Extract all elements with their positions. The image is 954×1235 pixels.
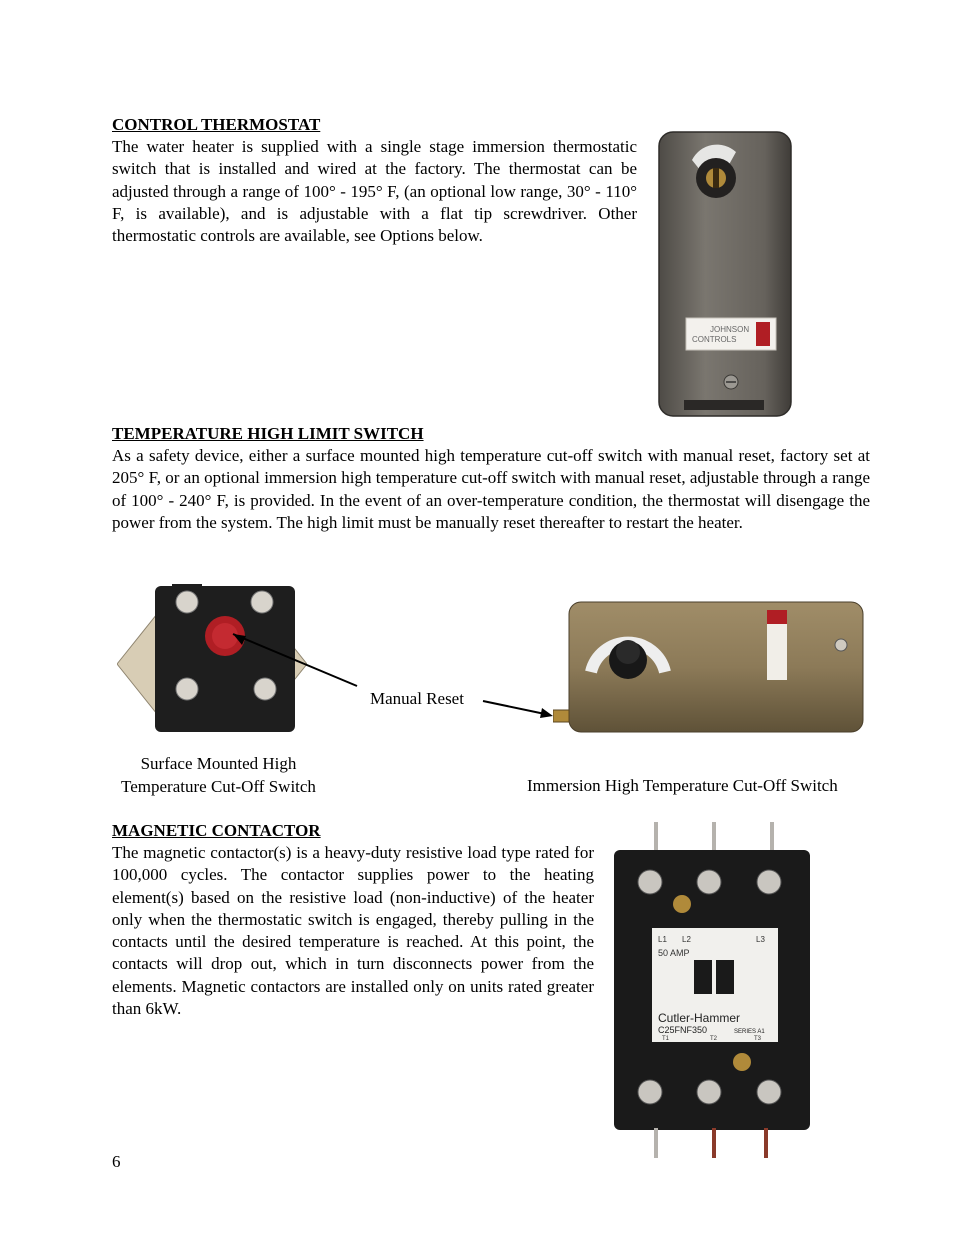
- manual-reset-callout: Manual Reset: [370, 689, 464, 708]
- page-number: 6: [112, 1152, 121, 1171]
- contactor-label-t2: T2: [710, 1036, 718, 1042]
- surface-caption-line1: Surface Mounted High: [140, 754, 297, 773]
- contactor-label-series: SERIES A1: [734, 1029, 765, 1035]
- immersion-switch-photo: [553, 600, 865, 735]
- contactor-label-amp: 50 AMP: [658, 948, 690, 958]
- contactor-photo: [612, 820, 812, 1160]
- contactor-paragraph: The magnetic contactor(s) is a heavy-duty resistive load type rated for 100,000 cycles. The contactor supplies power to the heating element(s) based on the resistive load (non-inductive) of the heater only when the thermostatic switch is engaged, thereby pulling in the contacts until the desired temperature is reached. At this point, the contacts will drop out, which in turn disconnects power from the elements. Magnetic contactors are installed only on units rated greater than 6kW.: [112, 843, 594, 1019]
- high-limit-paragraph: As a safety device, either a surface mounted high temperature cut-off switch with manual reset, factory set at 205° F, or an optional immersion high temperature cut-off switch with manual reset, adjustable through a range of 100° - 240° F, is provided. In the event of an over-temperature condition, the thermostat will disengage the power from the system. The high limit must be manually reset thereafter to restart the heater.: [112, 446, 870, 532]
- contactor-label-l3: L3: [756, 935, 765, 944]
- contactor-heading: MAGNETIC CONTACTOR: [112, 821, 321, 840]
- high-limit-heading: TEMPERATURE HIGH LIMIT SWITCH: [112, 424, 424, 443]
- thermostat-heading: CONTROL THERMOSTAT: [112, 115, 321, 134]
- surface-switch-caption: [112, 752, 325, 798]
- thermostat-brand-top: JOHNSON: [710, 325, 750, 334]
- contactor-label-t3: T3: [754, 1036, 762, 1042]
- thermostat-photo: [656, 130, 796, 420]
- contactor-label-brand: Cutler-Hammer: [658, 1011, 741, 1025]
- surface-switch-photo: [117, 584, 307, 739]
- contactor-label-t1: T1: [662, 1036, 670, 1042]
- thermostat-brand-bottom: CONTROLS: [692, 335, 737, 344]
- immersion-switch-caption: Immersion High Temperature Cut-Off Switch: [527, 776, 838, 795]
- thermostat-paragraph: The water heater is supplied with a single stage immersion thermostatic switch that is installed and wired at the factory. The thermostat can be adjusted through a range of 100° - 195° F, (an optional low range, 30° - 110° F, is available), and is adjustable with a flat tip screwdriver. Other thermostatic controls are available, see Options below.: [112, 137, 637, 246]
- surface-caption-line2: Temperature Cut-Off Switch: [121, 777, 316, 796]
- contactor-label-model: C25FNF350: [658, 1025, 708, 1035]
- contactor-label-l1: L1: [658, 935, 667, 944]
- contactor-label-l2: L2: [682, 935, 691, 944]
